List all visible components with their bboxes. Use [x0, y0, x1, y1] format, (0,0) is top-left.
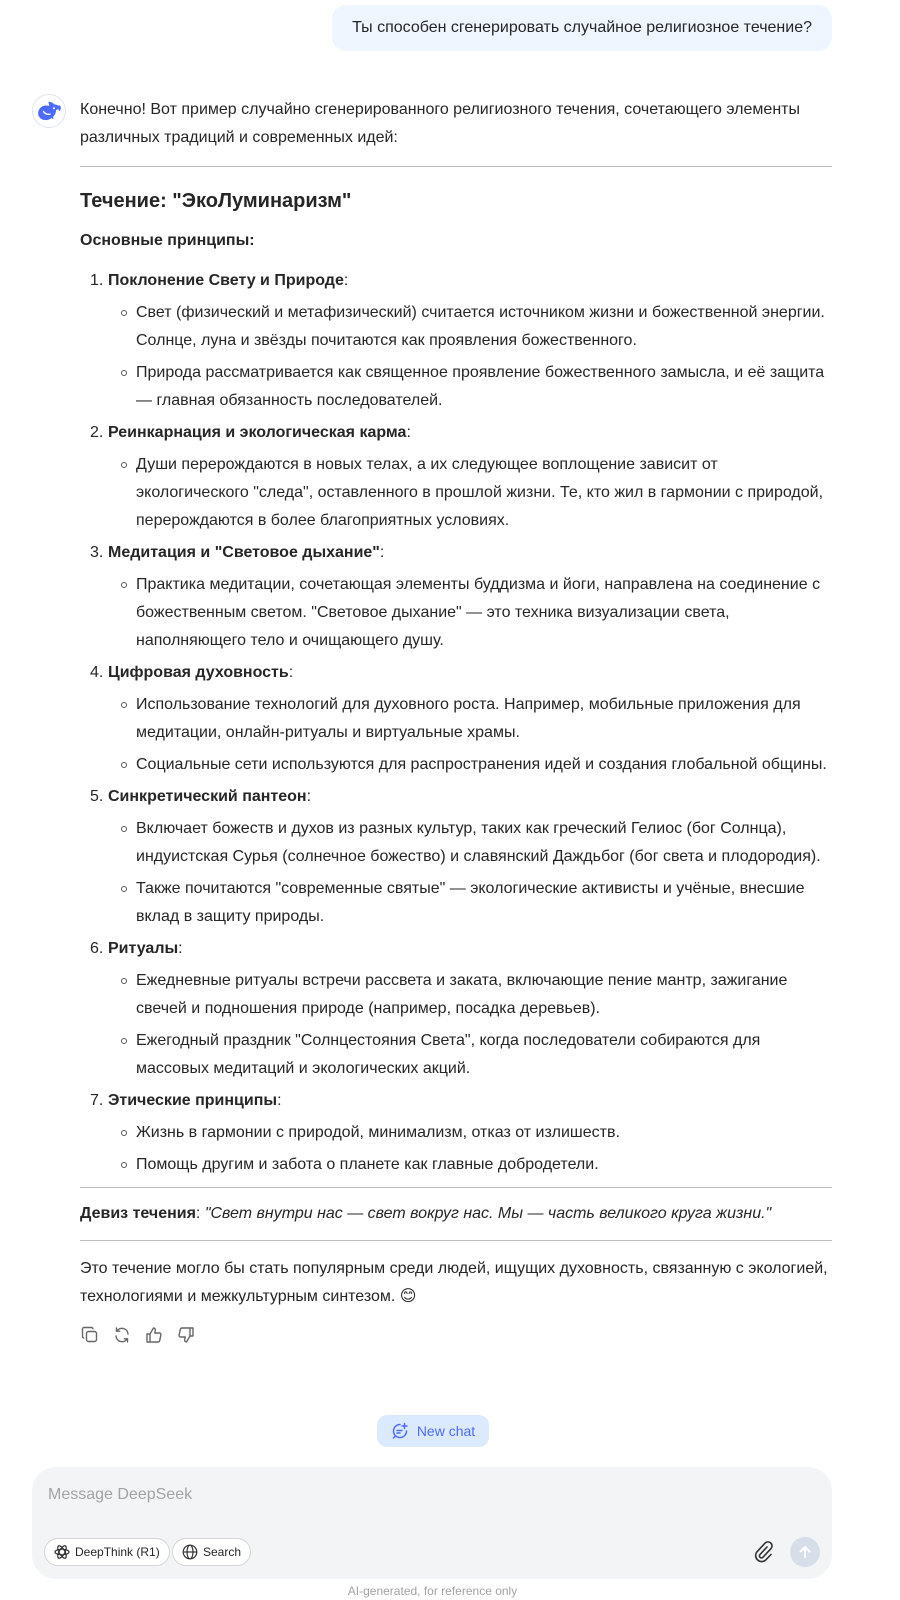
item-title: Медитация и "Световое дыхание" [108, 544, 380, 561]
assistant-answer [80, 96, 832, 1345]
sub-item: Природа рассматривается как священное проявление божественного замысла, и её защита — главная обязанность последователей. [136, 359, 832, 415]
item-title: Поклонение Свету и Природе [108, 272, 344, 289]
regenerate-icon [113, 1326, 131, 1344]
item-number: 7. [90, 1092, 104, 1109]
divider [80, 166, 832, 167]
message-composer [32, 1467, 832, 1579]
item-number: 5. [90, 788, 104, 805]
new-chat-icon [391, 1422, 409, 1440]
sub-item: Помощь другим и забота о планете как главные добродетели. [136, 1151, 832, 1179]
sub-item: Жизнь в гармонии с природой, минимализм, отказ от излишеств. [136, 1119, 832, 1147]
item-title: Реинкарнация и экологическая карма [108, 424, 407, 441]
search-toggle[interactable] [172, 1538, 251, 1566]
sub-item: Души перерождаются в новых телах, а их следующее воплощение зависит от экологического "следа", оставленного в прошлой жизни. Те, кто жил в гармонии с природой, перерождаются в более благоприятных условиях. [136, 451, 832, 535]
deepthink-label: DeepThink (R1) [75, 1545, 160, 1559]
sub-item: Включает божеств и духов из разных культур, таких как греческий Гелиос (бог Солнца), индуистская Сурья (солнечное божество) и славянский Даждьбог (бог света и плодородия). [136, 815, 832, 871]
item-title: Синкретический пантеон [108, 788, 307, 805]
principles-list [80, 267, 832, 1179]
list-item: 7. Этические принципы: Жизнь в гармонии с природой, минимализм, отказ от излишеств. Помощь другим и забота о планете как главные добродетели. [80, 1087, 832, 1179]
whale-logo-icon [37, 101, 61, 121]
copy-button[interactable] [80, 1325, 100, 1345]
sub-item: Использование технологий для духовного роста. Например, мобильные приложения для медитации, онлайн-ритуалы и виртуальные храмы. [136, 691, 832, 747]
paperclip-icon [752, 1540, 774, 1564]
motto-text: "Свет внутри нас — свет вокруг нас. Мы — часть великого круга жизни." [204, 1205, 772, 1222]
message-input[interactable] [46, 1479, 810, 1511]
copy-icon [81, 1326, 99, 1344]
message-actions [80, 1325, 832, 1345]
sub-item: Практика медитации, сочетающая элементы буддизма и йоги, направлена на соединение с божественным светом. "Световое дыхание" — это техника визуализации света, наполняющего тело и очищающего душу. [136, 571, 832, 655]
principles-heading: Основные принципы: [80, 232, 255, 249]
send-button[interactable] [790, 1537, 820, 1567]
sub-item: Социальные сети используются для распространения идей и создания глобальной общины. [136, 751, 832, 779]
arrow-up-icon [797, 1544, 813, 1560]
disclaimer: AI-generated, for reference only [347, 1584, 518, 1598]
item-number: 1. [90, 272, 104, 289]
attach-button[interactable] [750, 1539, 776, 1565]
list-item: 2. Реинкарнация и экологическая карма: Души перерождаются в новых телах, а их следующее воплощение зависит от экологического "следа", оставленного в прошлой жизни. Те, кто жил в гармонии с природой, перерождаются в более благоприятных условиях. [80, 419, 832, 535]
answer-title: Течение: "ЭкоЛуминаризм" [80, 190, 352, 212]
sub-item: Также почитаются "современные святые" — экологические активисты и учёные, внесшие вклад в защиту природы. [136, 875, 832, 931]
divider [80, 1240, 832, 1241]
atom-icon [54, 1544, 70, 1560]
like-button[interactable] [144, 1325, 164, 1345]
answer-outro: Это течение могло бы стать популярным среди людей, ищущих духовность, связанную с экологией, технологиями и межкультурным синтезом. 😊 [80, 1260, 828, 1305]
new-chat-label: New chat [416, 1423, 476, 1439]
sub-item: Свет (физический и метафизический) считается источником жизни и божественной энергии. Солнце, луна и звёзды почитаются как проявления божественного. [136, 299, 832, 355]
motto-label: Девиз течения [80, 1205, 196, 1222]
item-number: 6. [90, 940, 104, 957]
sub-item: Ежегодный праздник "Солнцестояния Света", когда последователи собираются для массовых медитаций и экологических акций. [136, 1027, 832, 1083]
user-message: Ты способен сгенерировать случайное религиозное течение? [332, 5, 832, 51]
item-title: Этические принципы [108, 1092, 278, 1109]
item-number: 3. [90, 544, 104, 561]
regenerate-button[interactable] [112, 1325, 132, 1345]
dislike-button[interactable] [176, 1325, 196, 1345]
item-title: Ритуалы [108, 940, 179, 957]
list-item: 6. Ритуалы: Ежедневные ритуалы встречи рассвета и заката, включающие пение мантр, зажигание свечей и подношения природе (например, посадка деревьев). Ежегодный праздник "Солнцестояния Света", когда последователи собираются для массовых медитаций и экологических акций. [80, 935, 832, 1083]
deepthink-toggle[interactable] [44, 1538, 170, 1566]
answer-intro: Конечно! Вот пример случайно сгенерированного религиозного течения, сочетающего элементы различных традиций и современных идей: [80, 101, 800, 146]
thumbs-up-icon [145, 1326, 163, 1344]
search-label: Search [203, 1545, 242, 1559]
item-number: 2. [90, 424, 104, 441]
deepseek-avatar [32, 94, 66, 128]
divider [80, 1187, 832, 1188]
new-chat-button[interactable] [377, 1415, 489, 1447]
thumbs-down-icon [177, 1326, 195, 1344]
item-title: Цифровая духовность [108, 664, 289, 681]
list-item: 3. Медитация и "Световое дыхание": Практика медитации, сочетающая элементы буддизма и йоги, направлена на соединение с божественным светом. "Световое дыхание" — это техника визуализации света, наполняющего тело и очищающего душу. [80, 539, 832, 655]
item-number: 4. [90, 664, 104, 681]
list-item: 5. Синкретический пантеон: Включает божеств и духов из разных культур, таких как греческий Гелиос (бог Солнца), индуистская Сурья (солнечное божество) и славянский Даждьбог (бог света и плодородия). Также почитаются "современные святые" — экологические активисты и учёные, внесшие вклад в защиту природы. [80, 783, 832, 931]
globe-icon [182, 1544, 198, 1560]
list-item: 1. Поклонение Свету и Природе: Свет (физический и метафизический) считается источником жизни и божественной энергии. Солнце, луна и звёзды почитаются как проявления божественного. Природа рассматривается как священное проявление божественного замысла, и её защита — главная обязанность последователей. [80, 267, 832, 415]
motto: Девиз течения: "Свет внутри нас — свет вокруг нас. Мы — часть великого круга жизни." [80, 1205, 772, 1222]
sub-item: Ежедневные ритуалы встречи рассвета и заката, включающие пение мантр, зажигание свечей и подношения природе (например, посадка деревьев). [136, 967, 832, 1023]
list-item: 4. Цифровая духовность: Использование технологий для духовного роста. Например, мобильные приложения для медитации, онлайн-ритуалы и виртуальные храмы. Социальные сети используются для распространения идей и создания глобальной общины. [80, 659, 832, 779]
